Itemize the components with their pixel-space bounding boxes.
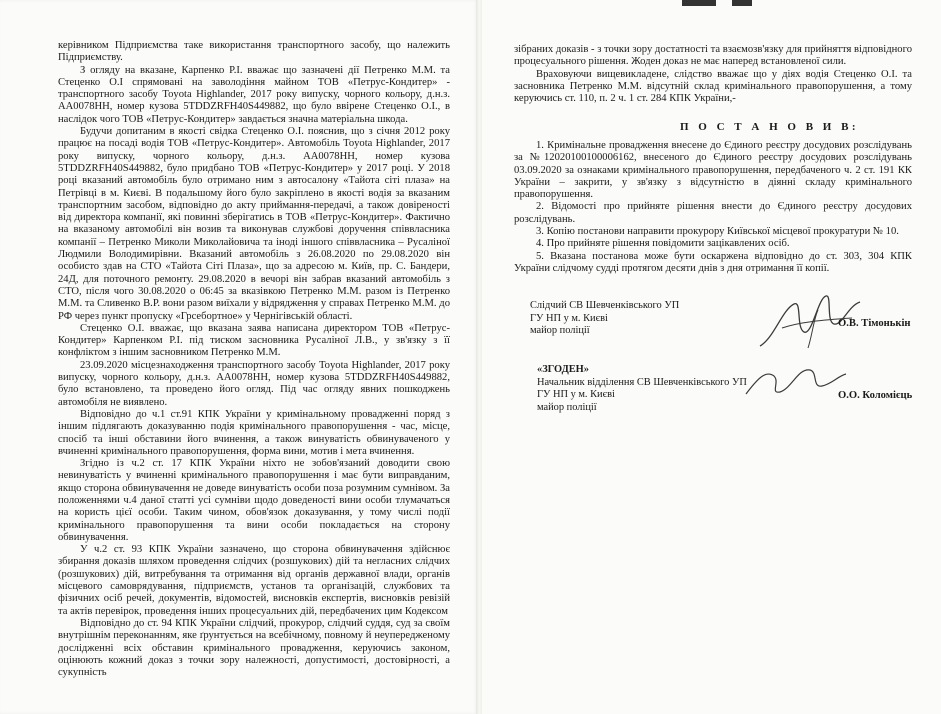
decision-items (514, 140, 912, 275)
paragraph: зібраних доказів - з точки зору достатності та взаємозв'язку для прийняття відповідного процесуального рішення. Жоден доказ не має наперед встановленої сили. (514, 44, 912, 68)
decision-item: 5. Вказана постанова може бути оскаржена відповідно до ст. 303, 304 КПК України слідчому судді протягом десяти днів з дня отримання її копії. (514, 250, 912, 274)
decision-heading: П О С Т А Н О В И В: (680, 121, 860, 133)
paragraph: Відповідно до ч.1 ст.91 КПК України у кримінальному провадженні поряд з іншим підлягають доказуванню подія кримінального правопорушення - час, місце, спосіб та інші обставини його вчинення, а також винуватість обвинуваченого у вчиненні кримінального правопорушення, форма вини, мотив і мета вчинення. (58, 408, 450, 457)
decision-item: 1. Кримінальне провадження внесене до Єдиного реєстру досудових розслідувань за №12020100100006162, внесеного до Єдиного реєстру досудових розслідувань 03.09.2020 за ознаками кримінального правопорушення, передбаченого ч. 2 ст. 191 КК України – закрити, у зв'язку з відсутністю в діянні складу кримінального правопорушення. (514, 140, 912, 201)
scan-edge-mark (682, 0, 716, 6)
approver-name: О.О. Коломієць (838, 390, 913, 401)
approver-rank: майор поліції (537, 401, 597, 413)
decision-item: 3. Копію постанови направити прокурору Київської місцевої прокуратури № 10. (536, 226, 899, 238)
investigator-signature-block (530, 300, 679, 338)
approval-signature-scribble-icon (740, 358, 850, 408)
paragraph: Будучи допитаним в якості свідка Стеценко О.І. пояснив, що з січня 2012 року працює на посаді водія ТОВ «Петрус-Кондитер». Автомобіль Toyota Highlander, 2017 року випуску, чорного кольору, д.н.з. АА0078НН, номер кузова 5TDDZRFH40S449882, було придбано ТОВ «Петрус-Кондитер» у 2017 році. У 2018 році вказаний автомобіль було отримано ним з автосалону «Тайота сіті плаза» на Петрівці в м. Києві. В подальшому його було закріплено в якості водія за вказаним транспортним засобом, відповідно до акту приймання-передачі, а також довіреності від директора компанії, які повинні зберігатись в ТОВ «Петрус-Кондитер». Фактично на вказаному автомобілі він возив та виконував службові доручення співвласника компанії – Петренко Миколи Миколайовича та іноді іншого співвласника – Русаліної Людмили Володимирівни. Вказаний автомобіль з 26.08.2020 по 29.08.2020 він особисто здав на СТО «Тайота Сіті Плаза», що за адресою м. Київ, пр. С. Бандери, 24Д, для поточного ремонту. 29.08.2020 в вечорі він забрав вказаний автомобіль з СТО, після чого 30.08.2020 о 06:45 за вказівкою Петренко М.М. разом із Петренко М.М. та Сливенко В.Р. вони разом виїхали у відрядження у справах Петренко М.М. до РФ через пункт пропуску «Грсебортное» у Чернігівській області. (58, 126, 450, 322)
investigator-position: Слідчий СВ Шевченківського УП (530, 300, 680, 311)
investigator-department: ГУ НП у м. Києві (530, 312, 608, 324)
decision-item: 4. Про прийняте рішення повідомити зацікавлених осіб. (536, 238, 790, 250)
paragraph: керівником Підприємства таке використання транспортного засобу, що належить Підприємству. (58, 40, 450, 64)
paragraph: Згідно із ч.2 ст. 17 КПК України ніхто не зобов'язаний доводити свою невинуватість у вчиненні кримінального правопорушення і має бути виправданим, якщо сторона обвинувачення не доведе винуватість особи поза розумним сумнівом. За положеннями ч.4 даної статті усі сумніви щодо доведеності вини особи тлумачаться на користь цієї особи. Таким чином, обов'язок доказування, у тому числі події кримінального правопорушення та вини особи покладається на сторону обвинувачення. (58, 458, 450, 543)
right-page (482, 0, 941, 714)
paragraph: Відповідно до ст. 94 КПК України слідчий, прокурор, слідчий суддя, суд за своїм внутрішнім переконанням, яке ґрунтується на всебічному, повному й неупередженому дослідженні всіх обставин кримінального провадження, керуючись законом, оцінюють кожний доказ з точки зору належності, допустимості, достовірності, а сукупність (58, 617, 450, 679)
approver-department: ГУ НП у м. Києві (537, 389, 615, 400)
decision-item: 2. Відомості про прийняте рішення внести до Єдиного реєстру досудових розслідувань. (514, 201, 912, 225)
investigator-name: О.В. Тімонькін (838, 318, 911, 329)
approver-position: Начальник відділення СВ Шевченківського УП (537, 376, 747, 388)
investigator-rank: майор поліції (530, 325, 590, 336)
paragraph: З огляду на вказане, Карпенко Р.І. вважає що зазначені дії Петренко М.М. та Стеценко О.І спрямовані на заволодіння майном ТОВ «Петрус-Кондитер» - транспортного засобу Toyota Highlander, 2017 року випуску, чорного кольору, д.н.з. АА0078НН, номер кузова 5TDDZRFH40S449882, що було ввірене Стеценко О.І., в наслідок чого ТОВ «Петрус-Кондитер» завдається значна матеріальна шкода. (58, 64, 450, 125)
paragraph: Враховуючи вищевикладене, слідство вважає що у діях водія Стеценко О.І. та засновника Петренко М.М. відсутній склад кримінального правопорушення, а тому керуючись ст. 110, п. 2 ч. 1 ст. 284 КПК України,- (514, 68, 912, 105)
paragraph: Стеценко О.І. вважає, що вказана заява написана директором ТОВ «Петрус-Кондитер» Карпенком Р.І. під тиском засновника Русаліної Л.В., у зв'язку з її конфліктом з іншим засновником Петренко М.М. (58, 322, 450, 359)
right-page-intro (514, 44, 912, 105)
left-page-text (58, 40, 450, 679)
paragraph: У ч.2 ст. 93 КПК України зазначено, що сторона обвинувачення здійснює збирання доказів шляхом проведення слідчих (розшукових) дій та негласних слідчих (розшукових) дій, витребування та отримання від органів державної влади, органів місцевого самоврядування, підприємств, установ та організацій, службових та фізичних осіб речей, документів, відомостей, висновків експертів, висновків ревізій та актів перевірок, проведення інших процесуальних дій, передбачених цим Кодексом (58, 544, 450, 617)
approval-signature-block (537, 364, 747, 414)
scan-edge-mark (732, 0, 752, 6)
paragraph: 23.09.2020 місцезнаходження транспортного засобу Toyota Highlander, 2017 року випуску, чорного кольору, д.н.з. АА0078НН, номер кузова 5TDDZRFH40S449882, було встановлено, та проведено його огляд. Під час огляду явних пошкоджень автомобіля не виявлено. (58, 359, 450, 408)
approval-label: «ЗГОДЕН» (537, 364, 589, 375)
